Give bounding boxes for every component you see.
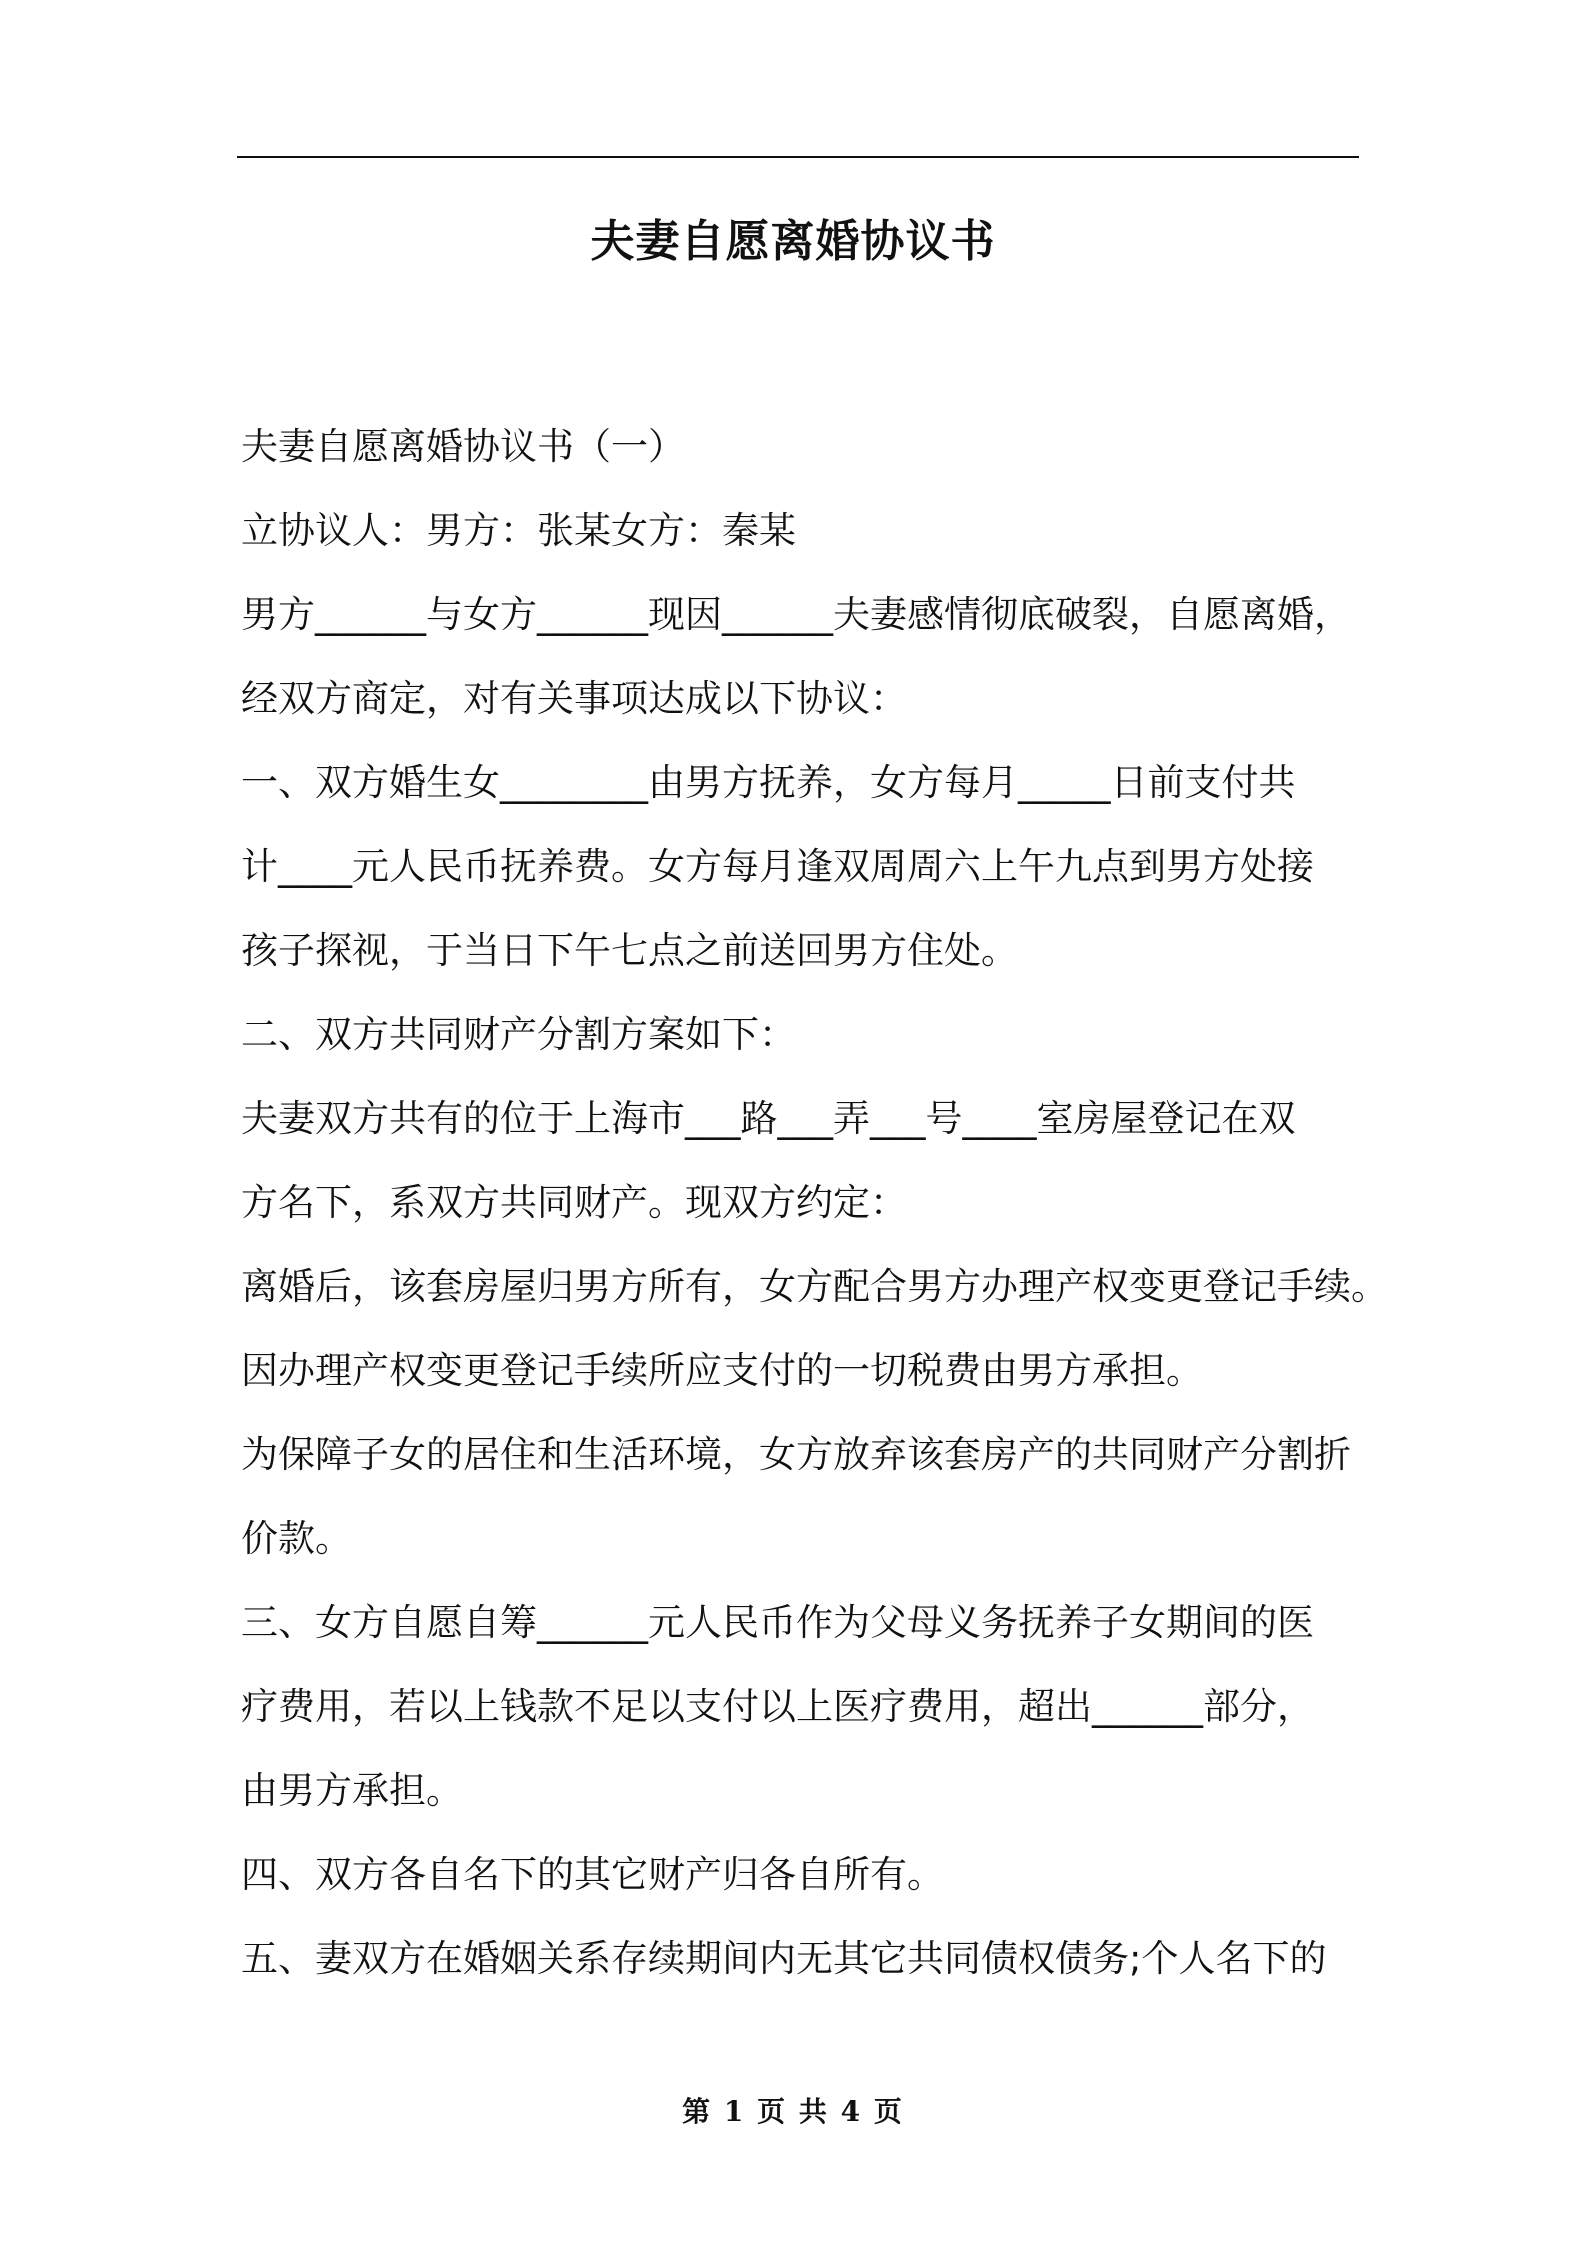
paragraph-line: 二、双方共同财产分割方案如下： bbox=[241, 1013, 796, 1056]
paragraph-line: 男方______与女方______现因______夫妻感情彻底破裂，自愿离婚， bbox=[241, 593, 1351, 636]
document-body bbox=[241, 405, 1388, 2001]
paragraph-line: 孩子探视，于当日下午七点之前送回男方住处。 bbox=[241, 929, 1018, 972]
paragraph-line: 价款。 bbox=[241, 1517, 352, 1560]
paragraph-line: 立协议人：男方：张某女方：秦某 bbox=[241, 509, 796, 552]
paragraph-line: 由男方承担。 bbox=[241, 1769, 463, 1812]
paragraph-line: 因办理产权变更登记手续所应支付的一切税费由男方承担。 bbox=[241, 1349, 1203, 1392]
paragraph-line: 一、双方婚生女________由男方抚养，女方每月_____日前支付共 bbox=[241, 761, 1296, 804]
header-rule bbox=[237, 156, 1359, 158]
paragraph-line: 为保障子女的居住和生活环境，女方放弃该套房产的共同财产分割折 bbox=[241, 1433, 1351, 1476]
paragraph-line: 疗费用，若以上钱款不足以支付以上医疗费用，超出______部分， bbox=[241, 1685, 1314, 1728]
paragraph-line: 方名下，系双方共同财产。现双方约定： bbox=[241, 1181, 907, 1224]
paragraph-line: 夫妻双方共有的位于上海市___路___弄___号____室房屋登记在双 bbox=[241, 1097, 1296, 1140]
section-heading: 夫妻自愿离婚协议书（一） bbox=[241, 425, 685, 468]
paragraph-line: 五、妻双方在婚姻关系存续期间内无其它共同债权债务;个人名下的 bbox=[241, 1937, 1327, 1980]
paragraph-line: 四、双方各自名下的其它财产归各自所有。 bbox=[241, 1853, 944, 1896]
paragraph-line: 三、女方自愿自筹______元人民币作为父母义务抚养子女期间的医 bbox=[241, 1601, 1314, 1644]
paragraph-line: 经双方商定，对有关事项达成以下协议： bbox=[241, 677, 907, 720]
paragraph-line: 离婚后，该套房屋归男方所有，女方配合男方办理产权变更登记手续。 bbox=[241, 1265, 1388, 1308]
document-title: 夫妻自愿离婚协议书 bbox=[590, 216, 996, 267]
paragraph-line: 计____元人民币抚养费。女方每月逢双周周六上午九点到男方处接 bbox=[241, 845, 1314, 888]
page-number: 第 1 页 共 4 页 bbox=[682, 2095, 904, 2128]
